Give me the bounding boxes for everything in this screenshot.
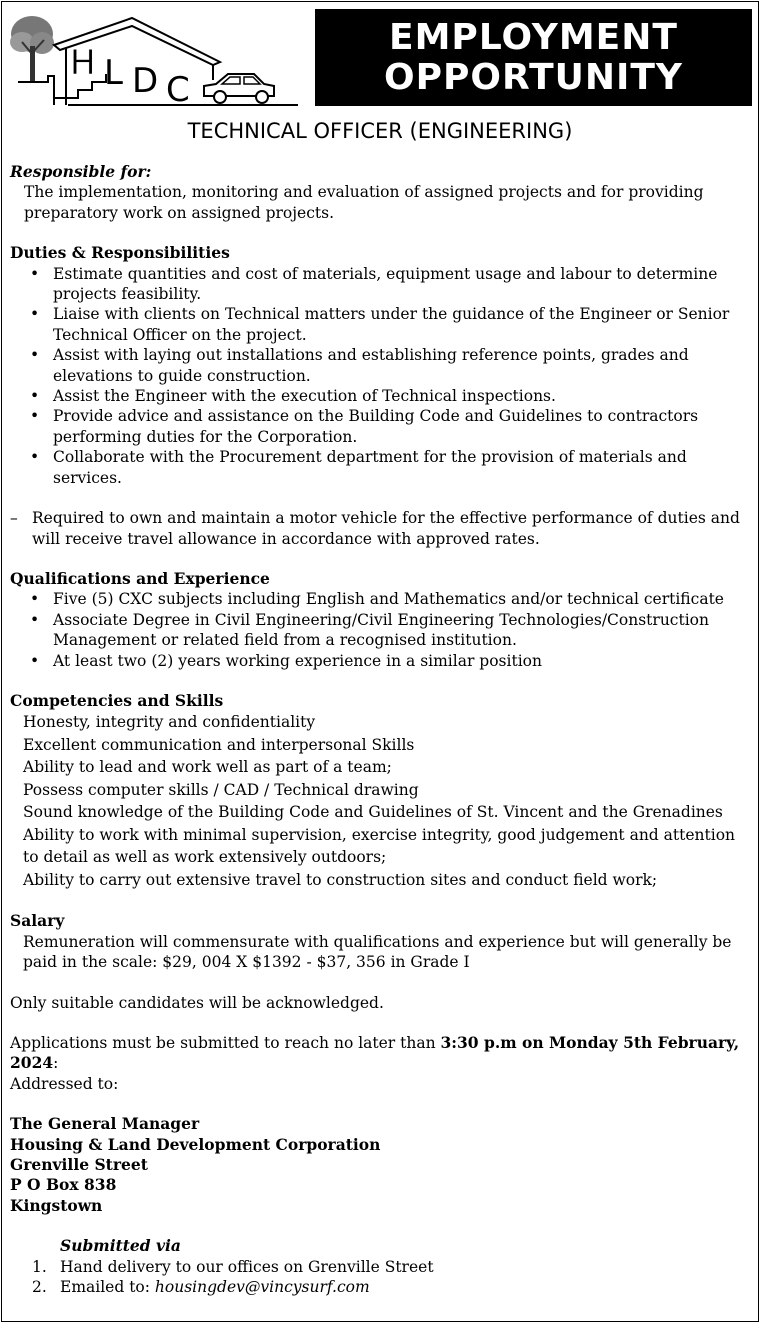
- svg-text:C: C: [166, 70, 190, 108]
- vehicle-text: Required to own and maintain a motor vehicle for the effective performance of duties and will receive travel allowance in accordance with approved rates.: [32, 509, 740, 548]
- list-item: Possess computer skills / CAD / Technical drawing: [23, 780, 419, 799]
- address-line: The General Manager: [10, 1114, 200, 1134]
- address-line: Grenville Street: [10, 1155, 148, 1174]
- qualifications-heading: Qualifications and Experience: [10, 568, 270, 588]
- submission-list: [10, 1257, 754, 1298]
- submission-text: Hand delivery to our offices on Grenville Street: [60, 1257, 434, 1276]
- salary-heading: Salary: [10, 911, 65, 931]
- list-item: Sound knowledge of the Building Code and Guidelines of St. Vincent and the Grenadines: [23, 803, 723, 822]
- tree-icon: [10, 16, 54, 82]
- responsible-heading: Responsible for:: [10, 162, 152, 181]
- acknowledged-note: Only suitable candidates will be acknowledged.: [10, 993, 384, 1012]
- list-item: Excellent communication and interpersonal Skills: [23, 735, 415, 754]
- competencies-list: [10, 711, 754, 891]
- banner-line-2: OPPORTUNITY: [383, 56, 684, 98]
- list-item: Ability to carry out extensive travel to construction sites and conduct field work;: [23, 870, 658, 889]
- hldc-logo: [8, 10, 304, 108]
- qualifications-list: [10, 589, 754, 671]
- submitted-via-heading: Submitted via: [60, 1236, 181, 1256]
- list-item: • Liaise with clients on Technical matters under the guidance of the Engineer or Senior Technical Officer on the project.: [10, 304, 754, 345]
- deadline-date: 3:30 p.m on Monday 5th February, 2024: [10, 1032, 740, 1073]
- list-item: Honesty, integrity and confidentiality: [23, 713, 316, 732]
- duties-list: [10, 264, 754, 488]
- car-icon: [204, 74, 274, 103]
- deadline-colon: :: [53, 1054, 59, 1073]
- salary-text: Remuneration will commensurate with qualifications and experience but will generally be paid in the scale: $29, 004 X $1392 - $37, 356 in Grade I: [23, 932, 732, 972]
- svg-text:L: L: [104, 53, 123, 93]
- address-block: [10, 1114, 754, 1216]
- list-item: • Associate Degree in Civil Engineering/Civil Engineering Technologies/Construction Management or related field from a recognised institution.: [10, 610, 754, 651]
- submission-text: Emailed to:: [60, 1278, 155, 1297]
- list-item: Ability to lead and work well as part of a team;: [23, 758, 392, 777]
- dash-marker: –: [10, 509, 18, 528]
- ad-body: [10, 162, 754, 1297]
- list-item: • Assist with laying out installations and establishing reference points, grades and elevations to guide construction.: [10, 345, 754, 386]
- job-title: TECHNICAL OFFICER (ENGINEERING): [187, 119, 573, 143]
- list-item: • Five (5) CXC subjects including English and Mathematics and/or technical certificate: [10, 589, 754, 609]
- list-item: • Assist the Engineer with the execution of Technical inspections.: [10, 386, 754, 406]
- duties-heading: Duties & Responsibilities: [10, 243, 230, 263]
- vehicle-requirement: [10, 508, 754, 549]
- applications-deadline: [10, 1033, 754, 1074]
- svg-text:D: D: [132, 61, 159, 101]
- banner-line-1: EMPLOYMENT: [389, 16, 678, 58]
- list-item: • Provide advice and assistance on the Building Code and Guidelines to contractors performing duties for the Corporation.: [10, 406, 754, 447]
- list-item: [10, 1277, 754, 1297]
- responsible-text: The implementation, monitoring and evaluation of assigned projects and for providing preparatory work on assigned projects.: [24, 183, 704, 222]
- competencies-heading: Competencies and Skills: [10, 690, 224, 710]
- list-item: [10, 1257, 754, 1277]
- list-number: 2.: [32, 1278, 47, 1297]
- list-number: 1.: [32, 1257, 47, 1276]
- list-item: • Collaborate with the Procurement department for the provision of materials and services.: [10, 447, 754, 488]
- list-item: • At least two (2) years working experience in a similar position: [10, 651, 754, 671]
- email-link[interactable]: housingdev@vincysurf.com: [154, 1278, 370, 1297]
- list-item: • Estimate quantities and cost of materials, equipment usage and labour to determine projects feasibility.: [10, 264, 754, 305]
- address-line: Kingstown: [10, 1195, 103, 1215]
- address-line: Housing & Land Development Corporation: [10, 1134, 381, 1154]
- svg-text:H: H: [70, 43, 96, 83]
- address-line: P O Box 838: [10, 1175, 117, 1195]
- addressed-to: Addressed to:: [10, 1074, 119, 1093]
- applications-text: Applications must be submitted to reach no later than: [10, 1033, 441, 1052]
- list-item: Ability to work with minimal supervision, exercise integrity, good judgement and attention to detail as well as work extensively outdoors;: [23, 825, 736, 867]
- employment-opportunity-banner: [315, 9, 752, 106]
